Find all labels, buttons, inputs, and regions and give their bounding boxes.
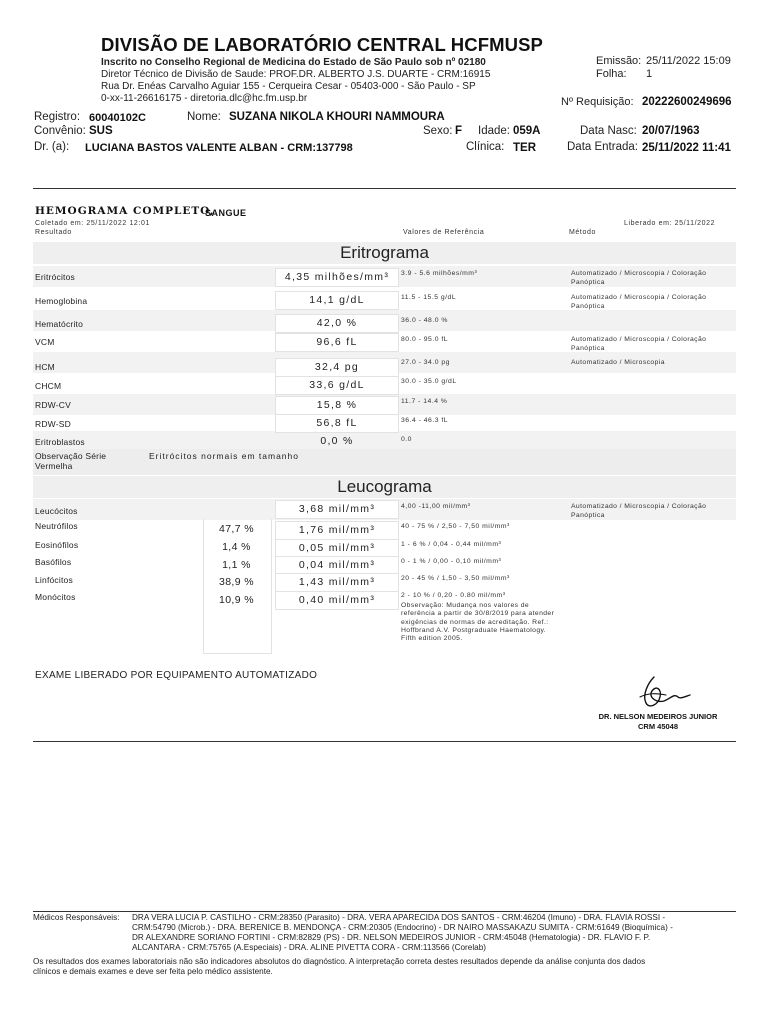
table-row-name: Eosinófilos [35, 540, 79, 550]
result-value: 0,05 mil/mm³ [275, 539, 399, 558]
leucograma-title: Leucograma [337, 477, 432, 496]
requisicao-value: 20222600249696 [642, 96, 732, 108]
method: Automatizado / Microscopia / Coloração Panóptica [571, 503, 707, 519]
idade-label: Idade: [478, 125, 510, 137]
percent-value: 1,4 % [222, 541, 251, 553]
registro-value: 60040102C [89, 112, 146, 124]
requesting-doctor: LUCIANA BASTOS VALENTE ALBAN - CRM:137798 [85, 142, 353, 154]
clinica-label: Clínica: [466, 141, 505, 153]
reference-range: 3.9 - 5.6 milhões/mm³ [401, 270, 478, 277]
result-value: 96,6 fL [275, 333, 399, 352]
reference-range: 0.0 [401, 436, 412, 443]
registro-label: Registro: [34, 111, 81, 123]
result-value: 56,8 fL [275, 414, 399, 433]
requisicao-label: Nº Requisição: [561, 96, 634, 108]
percent-value: 47,7 % [218, 523, 255, 535]
reference-range: 4,00 -11,00 mil/mm³ [401, 503, 471, 510]
disclaimer: Os resultados dos exames laboratoriais não são indicadores absolutos do diagnóstico. A interpretação correta destes resultados depende da análise conjunta dos dados [33, 957, 646, 966]
coletado-em: Coletado em: 25/11/2022 12:01 [35, 220, 150, 227]
method: Automatizado / Microscopia / Coloração Panóptica [571, 336, 707, 352]
footer-divider [33, 911, 736, 912]
eritrograma-title: Eritrograma [340, 243, 429, 262]
sexo-label: Sexo: [423, 125, 453, 137]
table-row-name: Linfócitos [35, 575, 73, 585]
disclaimer: clínicos e demais exames e deve ser feita pelo médico assistente. [33, 967, 273, 976]
lab-address: Rua Dr. Enéas Carvalho Aguiar 155 - Cerqueira Cesar - 05403-000 - São Paulo - SP [101, 81, 476, 92]
table-row-name: RDW-SD [35, 419, 71, 429]
reference-range: 30.0 - 35.0 g/dL [401, 378, 457, 385]
reference-range: 20 - 45 % / 1,50 - 3,50 mil/mm³ [401, 575, 510, 582]
responsible-label: Médicos Responsáveis: [33, 913, 120, 922]
result-value: 0,40 mil/mm³ [275, 591, 399, 610]
reference-range: 0 - 1 % / 0,00 - 0,10 mil/mm³ [401, 558, 502, 565]
convenio-label: Convênio: [34, 125, 86, 137]
table-row-name: Basófilos [35, 557, 72, 567]
lab-contact: 0-xx-11-26616175 - diretoria.dlc@hc.fm.usp.br [101, 93, 308, 104]
liberado-em: Liberado em: 25/11/2022 [624, 220, 716, 227]
responsible-line: ALCANTARA - CRM:75765 (A.Especiais) - DRA. ALINE PIVETTA CORA - CRM:113566 (Corelab) [132, 943, 486, 952]
percent-value: 10,9 % [218, 594, 255, 606]
result-value: 0,04 mil/mm³ [275, 556, 399, 575]
percent-value: 1,1 % [222, 559, 251, 571]
reference-range: 27.0 - 34.0 pg [401, 359, 450, 366]
result-value: 14,1 g/dL [275, 291, 399, 310]
result-value: 1,43 mil/mm³ [275, 573, 399, 592]
emissao-label: Emissão: [596, 55, 642, 67]
result-value: 4,35 milhões/mm³ [275, 268, 399, 287]
result-value: 42,0 % [275, 314, 399, 333]
result-value: 3,68 mil/mm³ [275, 500, 399, 519]
signing-doctor: DR. NELSON MEDEIROS JUNIOR [598, 712, 718, 721]
result-value: 0,0 % [320, 435, 354, 447]
responsible-line: CRM:54790 (Microb.) - DRA. BERENICE B. MENDONÇA - CRM:20305 (Endocrino) - DR NAIRO MASSAKAZU SUMITA - CRM:61649 (Bioquímica) - [132, 923, 673, 932]
crm-registration: Inscrito no Conselho Regional de Medicina do Estado de São Paulo sob nº 02180 [101, 57, 486, 68]
responsible-line: DR ALEXANDRE SORIANO FORTINI - CRM:82829 (PS) - DR. NELSON MEDEIROS JUNIOR - CRM:45048 (Hematologia) - DR. FLAVIO F. P. [132, 933, 651, 942]
patient-name: SUZANA NIKOLA KHOURI NAMMOURA [229, 111, 445, 123]
method: Automatizado / Microscopia [571, 359, 665, 366]
table-row-name: HCM [35, 362, 55, 372]
technical-director: Diretor Técnico de Divisão de Saude: PROF.DR. ALBERTO J.S. DUARTE - CRM:16915 [101, 69, 491, 80]
reference-range: 80.0 - 95.0 fL [401, 336, 449, 343]
nasc-label: Data Nasc: [580, 125, 637, 137]
responsible-line: DRA VERA LUCIA P. CASTILHO - CRM:28350 (Parasito) - DRA. VERA APARECIDA DOS SANTOS - CRM:46204 (Imuno) - DRA. FLAVIA ROSSI - [132, 913, 666, 922]
method: Automatizado / Microscopia / Coloração Panóptica [571, 294, 707, 310]
table-row-name: VCM [35, 337, 55, 347]
reference-range: 11.5 - 15.5 g/dL [401, 294, 457, 301]
table-row-name: Monócitos [35, 592, 76, 602]
dr-label: Dr. (a): [34, 141, 70, 153]
table-row-name: Eritrócitos [35, 272, 75, 282]
signature [636, 673, 692, 711]
entrada-label: Data Entrada: [567, 141, 638, 153]
table-row-name: RDW-CV [35, 400, 71, 410]
table-row-name: Neutrófilos [35, 521, 78, 531]
folha-label: Folha: [596, 68, 627, 80]
release-statement: EXAME LIBERADO POR EQUIPAMENTO AUTOMATIZADO [35, 670, 318, 681]
method: Automatizado / Microscopia / Coloração Panóptica [571, 270, 707, 286]
reference-range: 2 - 10 % / 0,20 - 0.80 mil/mm³ [401, 592, 506, 599]
reference-range: 36.0 - 48.0 % [401, 317, 448, 324]
result-value: 32,4 pg [275, 358, 399, 377]
nome-label: Nome: [187, 111, 221, 123]
exam-material: SANGUE [205, 208, 247, 218]
table-row-name: Hematócrito [35, 319, 84, 329]
eritrograma-band [33, 242, 736, 264]
obs-label: Observação Série Vermelha [35, 451, 107, 471]
header-divider [33, 188, 736, 189]
reference-range: 11.7 - 14.4 % [401, 398, 448, 405]
percent-value: 38,9 % [218, 576, 255, 588]
table-row-name: Hemoglobina [35, 296, 88, 306]
col-metodo: Método [569, 229, 596, 236]
reference-range: 1 - 6 % / 0,04 - 0,44 mil/mm³ [401, 541, 502, 548]
signing-doctor-crm: CRM 45048 [637, 722, 679, 731]
reference-note: Observação: Mudança nos valores de referência a partir de 30/8/2019 para atender exigências de normas de acreditação. Ref.: Hoffbrand A.V. Postgraduate Haematology. Fifth edition 2005. [401, 602, 555, 643]
lab-title: DIVISÃO DE LABORATÓRIO CENTRAL HCFMUSP [101, 34, 543, 55]
col-referencia: Valores de Referência [403, 229, 485, 236]
clinica-value: TER [513, 142, 536, 154]
result-value: 15,8 % [275, 396, 399, 415]
reference-range: 36.4 - 46.3 fL [401, 417, 449, 424]
table-row-name: Eritroblastos [35, 437, 85, 447]
folha-value: 1 [646, 68, 653, 80]
sexo-value: F [455, 125, 463, 137]
convenio-value: SUS [89, 125, 113, 137]
col-resultado: Resultado [35, 229, 72, 236]
table-row-name: CHCM [35, 381, 62, 391]
obs-value: Eritrócitos normais em tamanho [149, 451, 299, 461]
leucograma-band [33, 476, 736, 498]
nasc-value: 20/07/1963 [642, 125, 700, 137]
result-value: 33,6 g/dL [275, 376, 399, 395]
reference-range: 40 - 75 % / 2,50 - 7,50 mil/mm³ [401, 523, 510, 530]
entrada-value: 25/11/2022 11:41 [642, 142, 731, 154]
body-divider [33, 741, 736, 742]
exam-title: HEMOGRAMA COMPLETO, [35, 205, 215, 217]
table-row-name: Leucócitos [35, 506, 78, 516]
idade-value: 059A [513, 125, 541, 137]
result-value: 1,76 mil/mm³ [275, 521, 399, 540]
emissao-value: 25/11/2022 15:09 [646, 55, 731, 67]
